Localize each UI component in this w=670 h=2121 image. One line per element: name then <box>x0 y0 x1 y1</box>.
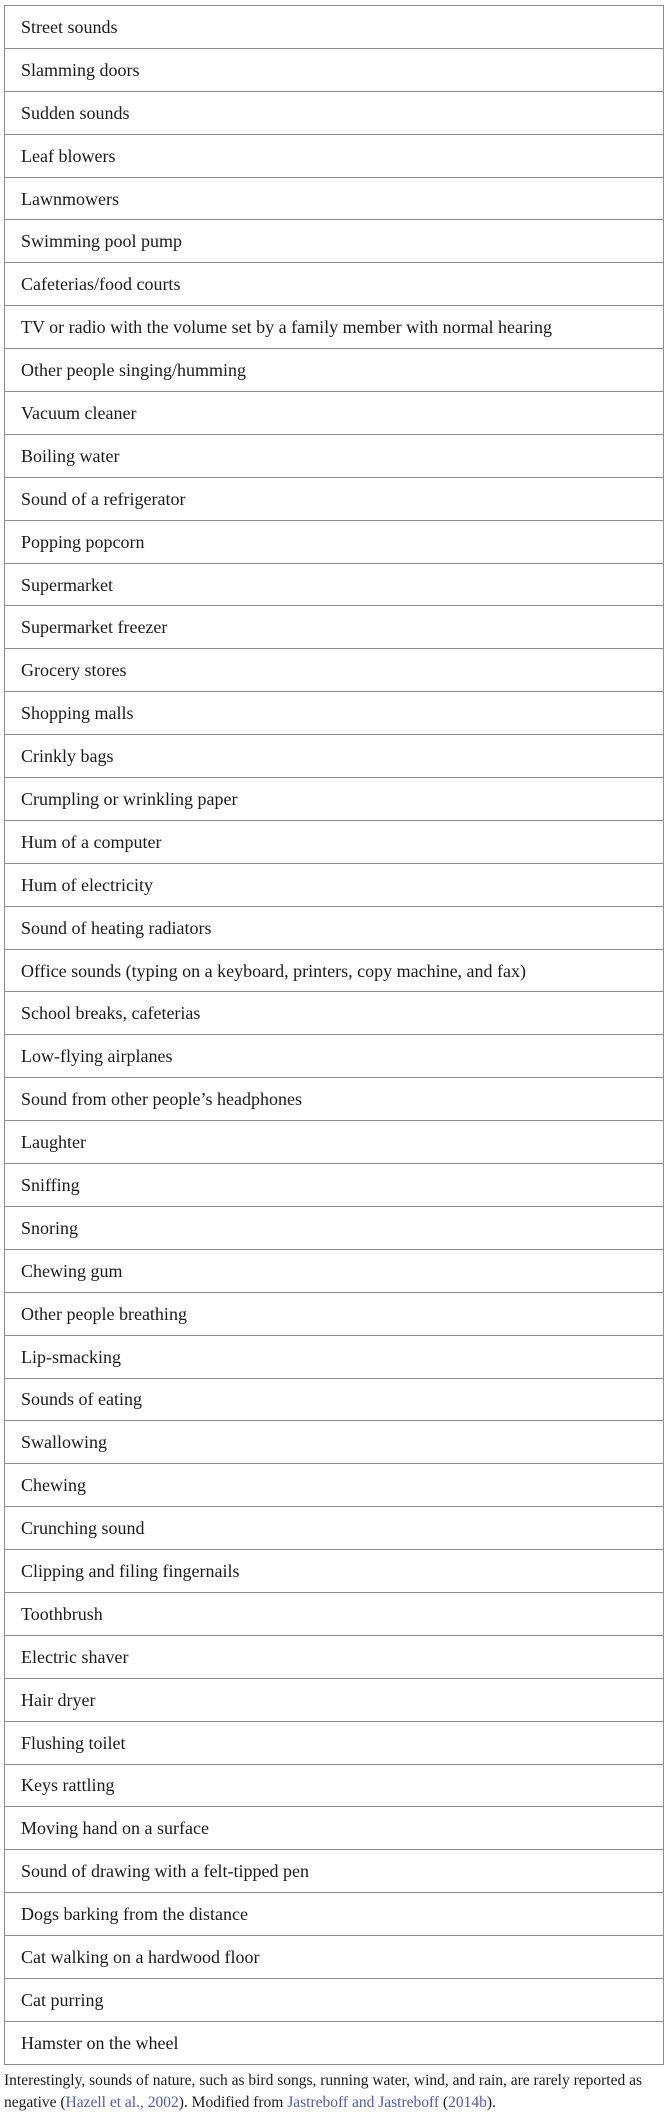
sound-cell: Sounds of eating <box>5 1378 664 1421</box>
sound-cell: Flushing toilet <box>5 1721 664 1764</box>
table-row <box>5 1421 664 1464</box>
sound-cell: Supermarket freezer <box>5 606 664 649</box>
sound-cell: TV or radio with the volume set by a family member with normal hearing <box>5 306 664 349</box>
sound-cell: Popping popcorn <box>5 520 664 563</box>
sound-cell: Keys rattling <box>5 1764 664 1807</box>
table-row <box>5 1078 664 1121</box>
footnote-text-d: ). <box>486 2094 496 2111</box>
sound-cell: Cafeterias/food courts <box>5 263 664 306</box>
table-footnote <box>4 2070 666 2114</box>
sound-cell: Chewing <box>5 1464 664 1507</box>
reference-link-2014b[interactable]: 2014b <box>448 2094 487 2111</box>
table-row <box>5 434 664 477</box>
footnote-text-a: reported as negative ( <box>4 2072 643 2111</box>
table-row <box>5 735 664 778</box>
reference-link-jastreboff[interactable]: Jastreboff and Jastreboff <box>287 2094 440 2111</box>
table-row <box>5 1850 664 1893</box>
table-row <box>5 1292 664 1335</box>
sound-cell: Other people breathing <box>5 1292 664 1335</box>
table-row <box>5 6 664 49</box>
sound-cell: Cat purring <box>5 1978 664 2021</box>
table-row <box>5 349 664 392</box>
table-row <box>5 177 664 220</box>
table-row <box>5 1678 664 1721</box>
sound-cell: Chewing gum <box>5 1249 664 1292</box>
table-row <box>5 906 664 949</box>
sound-cell: Swallowing <box>5 1421 664 1464</box>
sound-cell: Street sounds <box>5 6 664 49</box>
table-row <box>5 563 664 606</box>
sound-cell: Laughter <box>5 1121 664 1164</box>
table-row <box>5 134 664 177</box>
sound-cell: Hum of electricity <box>5 863 664 906</box>
sound-cell: Low-flying airplanes <box>5 1035 664 1078</box>
table-row <box>5 820 664 863</box>
sound-cell: Shopping malls <box>5 692 664 735</box>
sound-cell: Dogs barking from the distance <box>5 1893 664 1936</box>
sound-cell: Toothbrush <box>5 1592 664 1635</box>
table-row <box>5 1249 664 1292</box>
table-row <box>5 1893 664 1936</box>
sound-cell: Lip-smacking <box>5 1335 664 1378</box>
table-row <box>5 992 664 1035</box>
table-row <box>5 1035 664 1078</box>
table-row <box>5 1164 664 1207</box>
sound-cell: Hair dryer <box>5 1678 664 1721</box>
table-row <box>5 1464 664 1507</box>
footnote-text-b: ). Modified from <box>178 2094 288 2111</box>
table-row <box>5 263 664 306</box>
sound-cell: Sound of heating radiators <box>5 906 664 949</box>
sound-cell: Sound of a refrigerator <box>5 477 664 520</box>
sound-cell: Lawnmowers <box>5 177 664 220</box>
table-row <box>5 1121 664 1164</box>
table-row <box>5 220 664 263</box>
sound-cell: Vacuum cleaner <box>5 392 664 435</box>
table-row <box>5 778 664 821</box>
table-row <box>5 520 664 563</box>
sound-cell: Moving hand on a surface <box>5 1807 664 1850</box>
footnote-line1: Interestingly, sounds of nature, such as bird songs, running water, wind, and rain, are rarely <box>4 2072 570 2089</box>
sound-cell: Slamming doors <box>5 48 664 91</box>
table-row <box>5 649 664 692</box>
sound-list-table-wrapper <box>4 5 664 2065</box>
table-row <box>5 477 664 520</box>
sound-cell: Cat walking on a hardwood floor <box>5 1936 664 1979</box>
reference-link-hazell[interactable]: Hazell et al., 2002 <box>65 2094 179 2111</box>
table-row <box>5 1335 664 1378</box>
table-row <box>5 1936 664 1979</box>
sound-cell: Hum of a computer <box>5 820 664 863</box>
table-row <box>5 392 664 435</box>
table-row <box>5 1507 664 1550</box>
table-row <box>5 306 664 349</box>
sound-cell: Crumpling or wrinkling paper <box>5 778 664 821</box>
table-row <box>5 1592 664 1635</box>
table-row <box>5 1721 664 1764</box>
table-row <box>5 606 664 649</box>
table-row <box>5 48 664 91</box>
sound-cell: Boiling water <box>5 434 664 477</box>
sound-list-table <box>4 5 664 2065</box>
footnote-text-c: ( <box>439 2094 449 2111</box>
table-row <box>5 91 664 134</box>
table-row <box>5 1378 664 1421</box>
table-row <box>5 1807 664 1850</box>
sound-list-body <box>5 6 664 2065</box>
sound-cell: Supermarket <box>5 563 664 606</box>
table-row <box>5 1978 664 2021</box>
table-row <box>5 2021 664 2064</box>
sound-cell: Hamster on the wheel <box>5 2021 664 2064</box>
sound-cell: Grocery stores <box>5 649 664 692</box>
sound-cell: Sniffing <box>5 1164 664 1207</box>
sound-cell: Sound of drawing with a felt-tipped pen <box>5 1850 664 1893</box>
table-row <box>5 949 664 992</box>
table-row <box>5 692 664 735</box>
table-row <box>5 1635 664 1678</box>
sound-cell: Electric shaver <box>5 1635 664 1678</box>
sound-cell: Sound from other people’s headphones <box>5 1078 664 1121</box>
sound-cell: Snoring <box>5 1206 664 1249</box>
sound-cell: Sudden sounds <box>5 91 664 134</box>
sound-cell: Office sounds (typing on a keyboard, printers, copy machine, and fax) <box>5 949 664 992</box>
sound-cell: Swimming pool pump <box>5 220 664 263</box>
table-row <box>5 1550 664 1593</box>
sound-cell: School breaks, cafeterias <box>5 992 664 1035</box>
sound-cell: Other people singing/humming <box>5 349 664 392</box>
table-row <box>5 1764 664 1807</box>
sound-cell: Clipping and filing fingernails <box>5 1550 664 1593</box>
sound-cell: Leaf blowers <box>5 134 664 177</box>
table-row <box>5 863 664 906</box>
sound-cell: Crinkly bags <box>5 735 664 778</box>
table-row <box>5 1206 664 1249</box>
sound-cell: Crunching sound <box>5 1507 664 1550</box>
